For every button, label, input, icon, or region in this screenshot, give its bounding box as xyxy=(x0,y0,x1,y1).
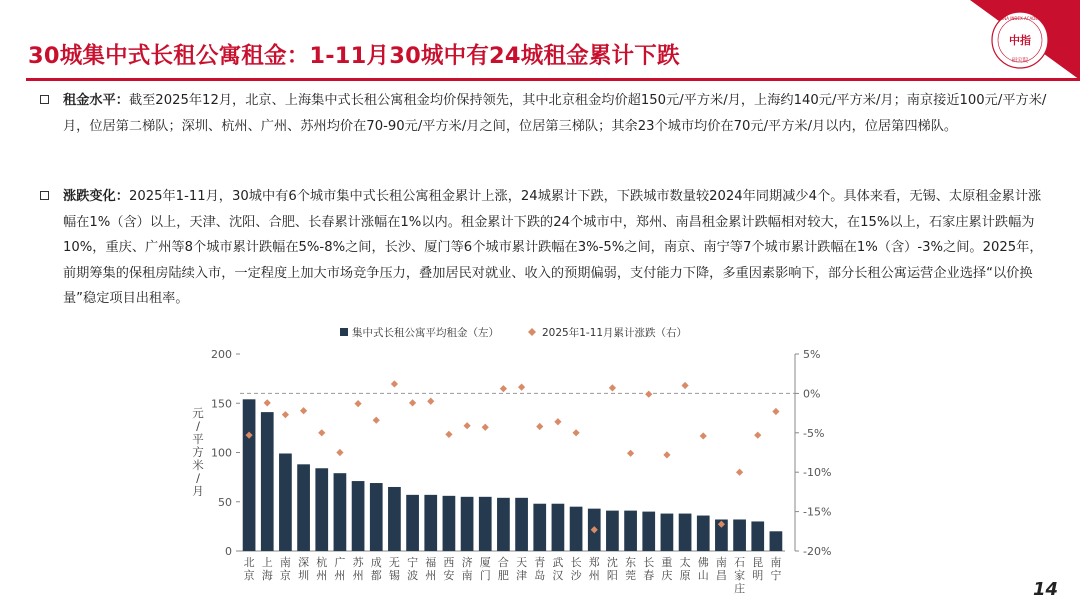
right-tick-label: -10% xyxy=(803,466,832,480)
change-point-19 xyxy=(572,429,579,436)
category-label: 成都 xyxy=(370,556,382,582)
category-label: 郑州 xyxy=(588,556,600,582)
category-label: 北京 xyxy=(243,556,255,582)
bar-1 xyxy=(243,399,256,551)
left-tick-label: 100 xyxy=(211,446,232,460)
category-label: 苏州 xyxy=(352,556,364,582)
page-title: 30城集中式长租公寓租金：1-11月30城中有24城租金累计下跌 xyxy=(28,43,680,69)
bar-10 xyxy=(406,495,419,551)
category-label: 南昌 xyxy=(715,556,727,582)
change-point-25 xyxy=(681,382,688,389)
paragraph-price-change xyxy=(40,184,1050,312)
category-label: 武汉 xyxy=(552,556,564,582)
change-point-15 xyxy=(500,385,507,392)
category-label: 长沙 xyxy=(570,556,582,582)
change-point-9 xyxy=(391,380,398,387)
bar-26 xyxy=(697,516,710,551)
academy-logo xyxy=(970,0,1080,80)
paragraph-lead: 涨跌变化： xyxy=(63,189,129,204)
bar-29 xyxy=(751,521,764,551)
change-point-3 xyxy=(282,411,289,418)
category-label: 无锡 xyxy=(388,556,400,582)
change-point-6 xyxy=(336,449,343,456)
bar-23 xyxy=(642,512,655,551)
category-label: 上海 xyxy=(261,556,273,582)
bar-21 xyxy=(606,511,619,551)
right-tick-label: 0% xyxy=(803,387,821,401)
bar-24 xyxy=(661,514,674,551)
category-label: 昆明 xyxy=(752,556,764,582)
category-label: 厦门 xyxy=(479,556,491,582)
bar-13 xyxy=(461,497,474,551)
change-point-2 xyxy=(264,399,271,406)
paragraph-lead: 租金水平： xyxy=(63,93,129,108)
legend-bar-label: 集中式长租公寓平均租金（左） xyxy=(352,327,499,339)
change-point-29 xyxy=(754,432,761,439)
left-tick-label: 50 xyxy=(218,495,232,509)
category-label: 东莞 xyxy=(625,556,637,582)
right-tick-label: 5% xyxy=(803,348,821,361)
title-underline xyxy=(26,78,1080,81)
category-label: 青岛 xyxy=(534,556,546,582)
category-label: 福州 xyxy=(425,556,437,582)
change-point-11 xyxy=(427,398,434,405)
category-label: 南宁 xyxy=(770,556,782,582)
change-point-4 xyxy=(300,407,307,414)
category-label: 杭州 xyxy=(316,556,328,582)
bar-19 xyxy=(570,507,583,551)
paragraph-body: 2025年1-11月，30城中有6个城市集中式长租公寓租金累计上涨，24城累计下跌，下跌城市数量较2024年同期减少4个。具体来看，无锡、太原租金累计涨幅在1%（含）以上，天津、沈阳、合肥、长春累计涨幅在1%以内。租金累计下跌的24个城市中，郑州、南昌租金累计跌幅相对较大，在15%以上，石家庄累计跌幅为10%，重庆、广州等8个城市累计跌幅在5%-8%之间，长沙、厦门等6个城市累计跌幅在3%-5%之间，南京、南宁等7个城市累计跌幅在1%（含）-3%之间。2025年，前期筹集的保租房陆续入市，一定程度上加大市场竞争压力，叠加居民对就业、收入的预期偏弱，支付能力下降，多重因素影响下，部分长租公寓运营企业选择“以价换量”稳定项目出租率。 xyxy=(63,189,1043,306)
change-point-10 xyxy=(409,399,416,406)
category-label: 佛山 xyxy=(697,556,709,582)
left-tick-label: 150 xyxy=(211,397,232,411)
bar-9 xyxy=(388,487,401,551)
bar-6 xyxy=(334,473,347,551)
bar-17 xyxy=(533,504,546,551)
right-tick-label: -15% xyxy=(803,505,832,519)
category-label: 南京 xyxy=(279,556,291,582)
bar-11 xyxy=(424,495,437,551)
legend-bar-swatch xyxy=(340,328,348,336)
bar-5 xyxy=(315,468,328,551)
category-label: 广州 xyxy=(334,556,346,582)
rent-chart xyxy=(180,320,832,608)
change-point-21 xyxy=(609,384,616,391)
change-point-14 xyxy=(482,424,489,431)
change-point-16 xyxy=(518,383,525,390)
bar-15 xyxy=(497,498,510,551)
change-point-7 xyxy=(354,400,361,407)
svg-text:CHINA INDEX ACADEMY: CHINA INDEX ACADEMY xyxy=(996,16,1044,21)
y-axis-title: 元/平方米/月 xyxy=(192,406,204,498)
page-number: 14 xyxy=(1032,579,1058,600)
change-point-23 xyxy=(645,391,652,398)
category-label: 西安 xyxy=(443,556,455,582)
bar-14 xyxy=(479,497,492,551)
category-label: 宁波 xyxy=(407,556,419,582)
bar-7 xyxy=(352,481,365,551)
category-label: 天津 xyxy=(516,556,528,582)
change-point-8 xyxy=(373,417,380,424)
paragraph-rent-level xyxy=(40,88,1050,139)
svg-text:中指: 中指 xyxy=(1009,34,1031,47)
bar-4 xyxy=(297,464,310,551)
legend-dot-label: 2025年1-11月累计涨跌（右） xyxy=(542,327,688,339)
change-point-30 xyxy=(772,408,779,415)
bar-8 xyxy=(370,483,383,551)
bar-22 xyxy=(624,511,637,551)
bar-3 xyxy=(279,453,292,551)
category-label: 重庆 xyxy=(661,556,673,582)
category-label: 沈阳 xyxy=(606,556,618,582)
bar-2 xyxy=(261,412,274,551)
change-point-18 xyxy=(554,418,561,425)
change-point-12 xyxy=(445,431,452,438)
category-label: 合肥 xyxy=(497,556,509,582)
bar-30 xyxy=(770,531,783,551)
change-point-13 xyxy=(463,422,470,429)
square-bullet-icon xyxy=(40,191,49,200)
square-bullet-icon xyxy=(40,95,49,104)
category-label: 济南 xyxy=(461,556,473,582)
paragraph-text xyxy=(63,184,1050,312)
category-label: 深圳 xyxy=(298,556,310,582)
change-point-22 xyxy=(627,450,634,457)
bar-25 xyxy=(679,514,692,551)
bar-18 xyxy=(552,504,565,551)
category-label: 太原 xyxy=(679,556,691,582)
right-tick-label: -20% xyxy=(803,545,832,558)
right-tick-label: -5% xyxy=(803,426,825,440)
paragraph-body: 截至2025年12月，北京、上海集中式长租公寓租金均价保持领先，其中北京租金均价超150元/平方米/月，上海约140元/平方米/月；南京接近100元/平方米/月，位居第二梯队；深圳、杭州、广州、苏州均价在70-90元/平方米/月之间，位居第三梯队；其余23个城市均价在70元/平方米/月以内，位居第四梯队。 xyxy=(63,93,1047,134)
change-point-24 xyxy=(663,451,670,458)
left-tick-label: 0 xyxy=(225,545,232,558)
bar-16 xyxy=(515,498,528,551)
change-point-5 xyxy=(318,429,325,436)
change-point-26 xyxy=(700,432,707,439)
paragraph-text xyxy=(63,88,1050,139)
category-label: 石家庄 xyxy=(734,556,746,595)
bar-28 xyxy=(733,519,746,551)
svg-text:研究院: 研究院 xyxy=(1011,58,1029,64)
legend-dot-swatch xyxy=(528,328,536,336)
change-point-28 xyxy=(736,469,743,476)
left-tick-label: 200 xyxy=(211,348,232,361)
change-point-17 xyxy=(536,423,543,430)
category-label: 长春 xyxy=(643,556,655,582)
bar-12 xyxy=(443,496,456,551)
